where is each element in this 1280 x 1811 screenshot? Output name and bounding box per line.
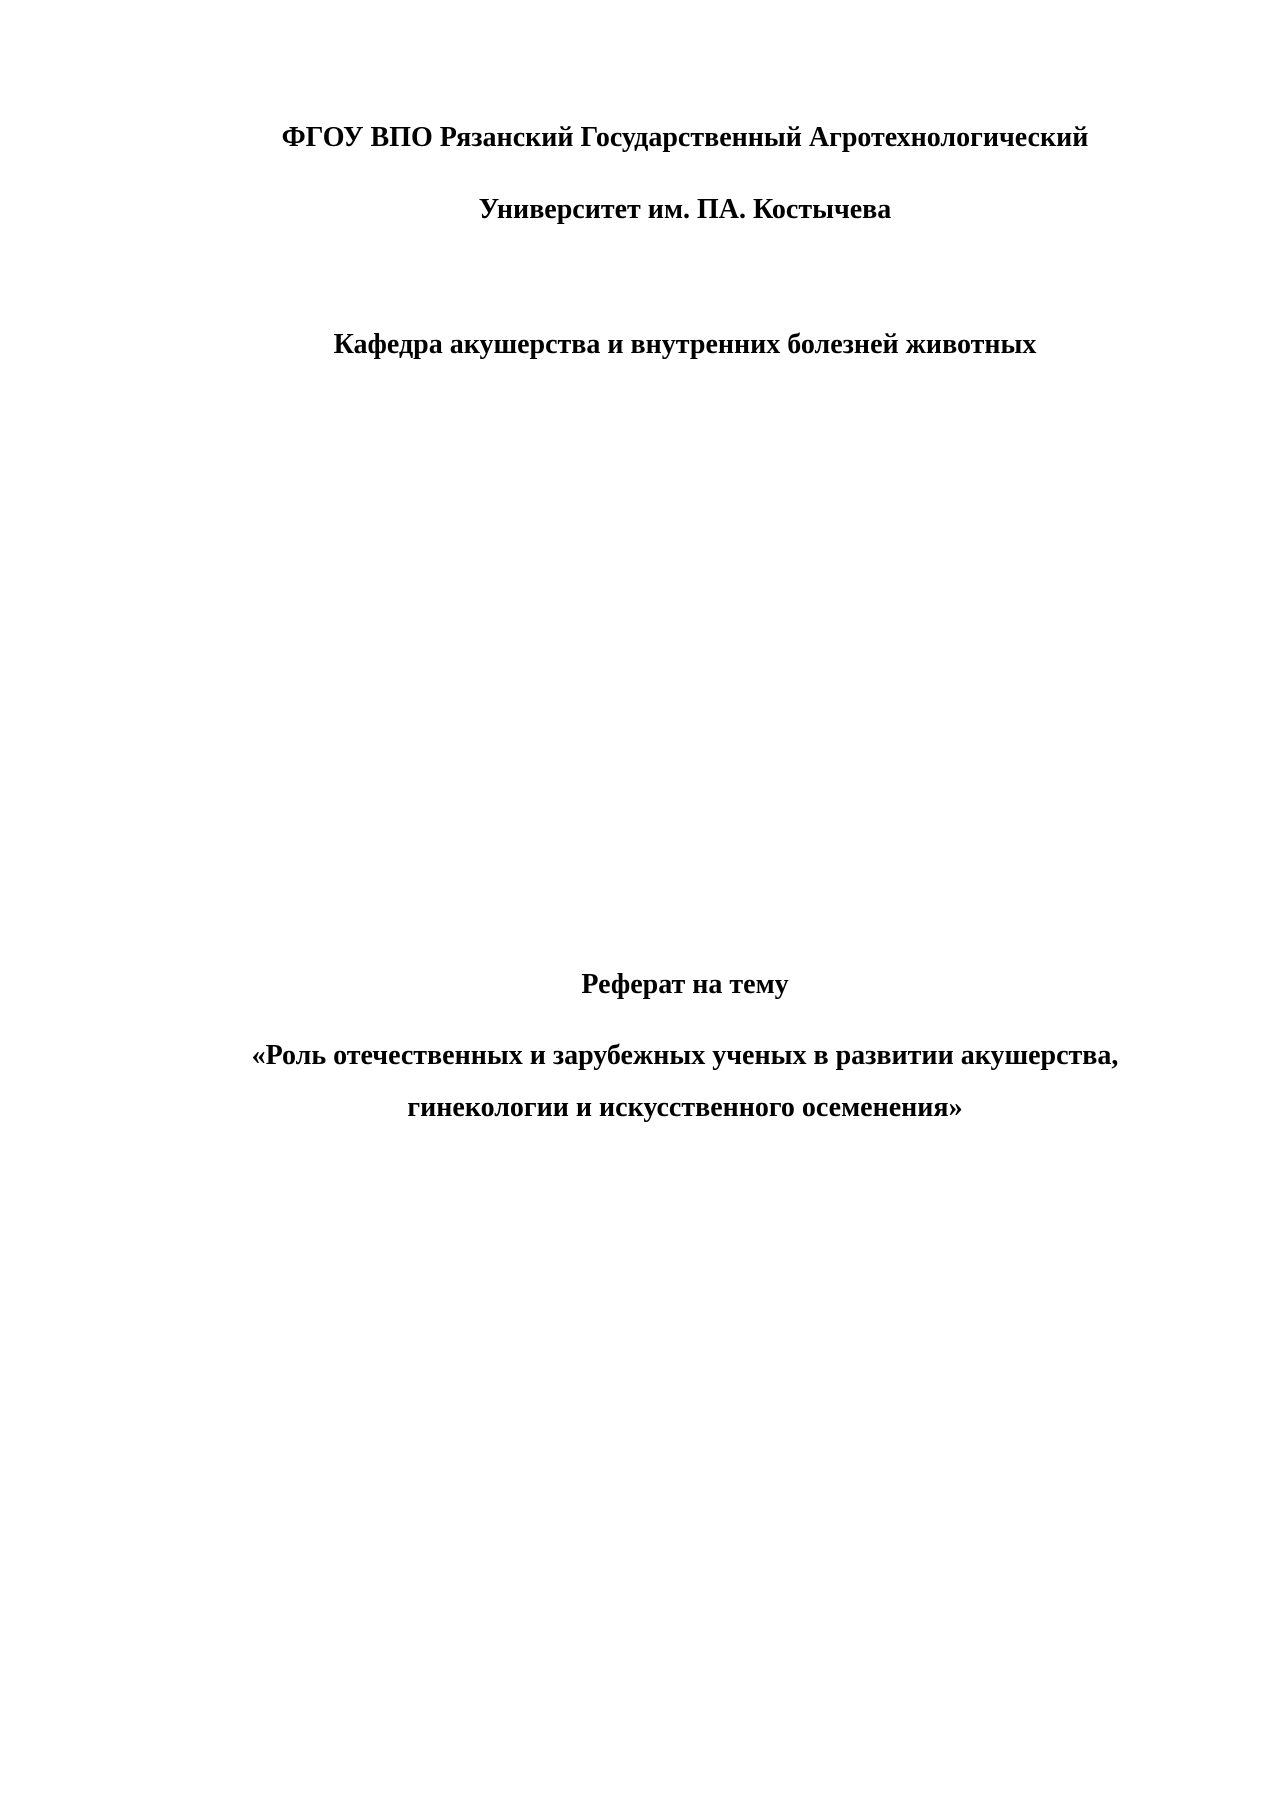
institution-name-line-1: ФГОУ ВПО Рязанский Государственный Агротехнологический bbox=[281, 122, 1089, 153]
department-name: Кафедра акушерства и внутренних болезней животных bbox=[333, 329, 1037, 360]
essay-label: Реферат на тему bbox=[581, 969, 789, 1000]
essay-topic-line-1: «Роль отечественных и зарубежных ученых в развитии акушерства, bbox=[251, 1040, 1119, 1071]
institution-name-line-2: Университет им. ПА. Костычева bbox=[478, 194, 892, 225]
essay-topic-line-2: гинекологии и искусственного осеменения» bbox=[407, 1092, 963, 1123]
